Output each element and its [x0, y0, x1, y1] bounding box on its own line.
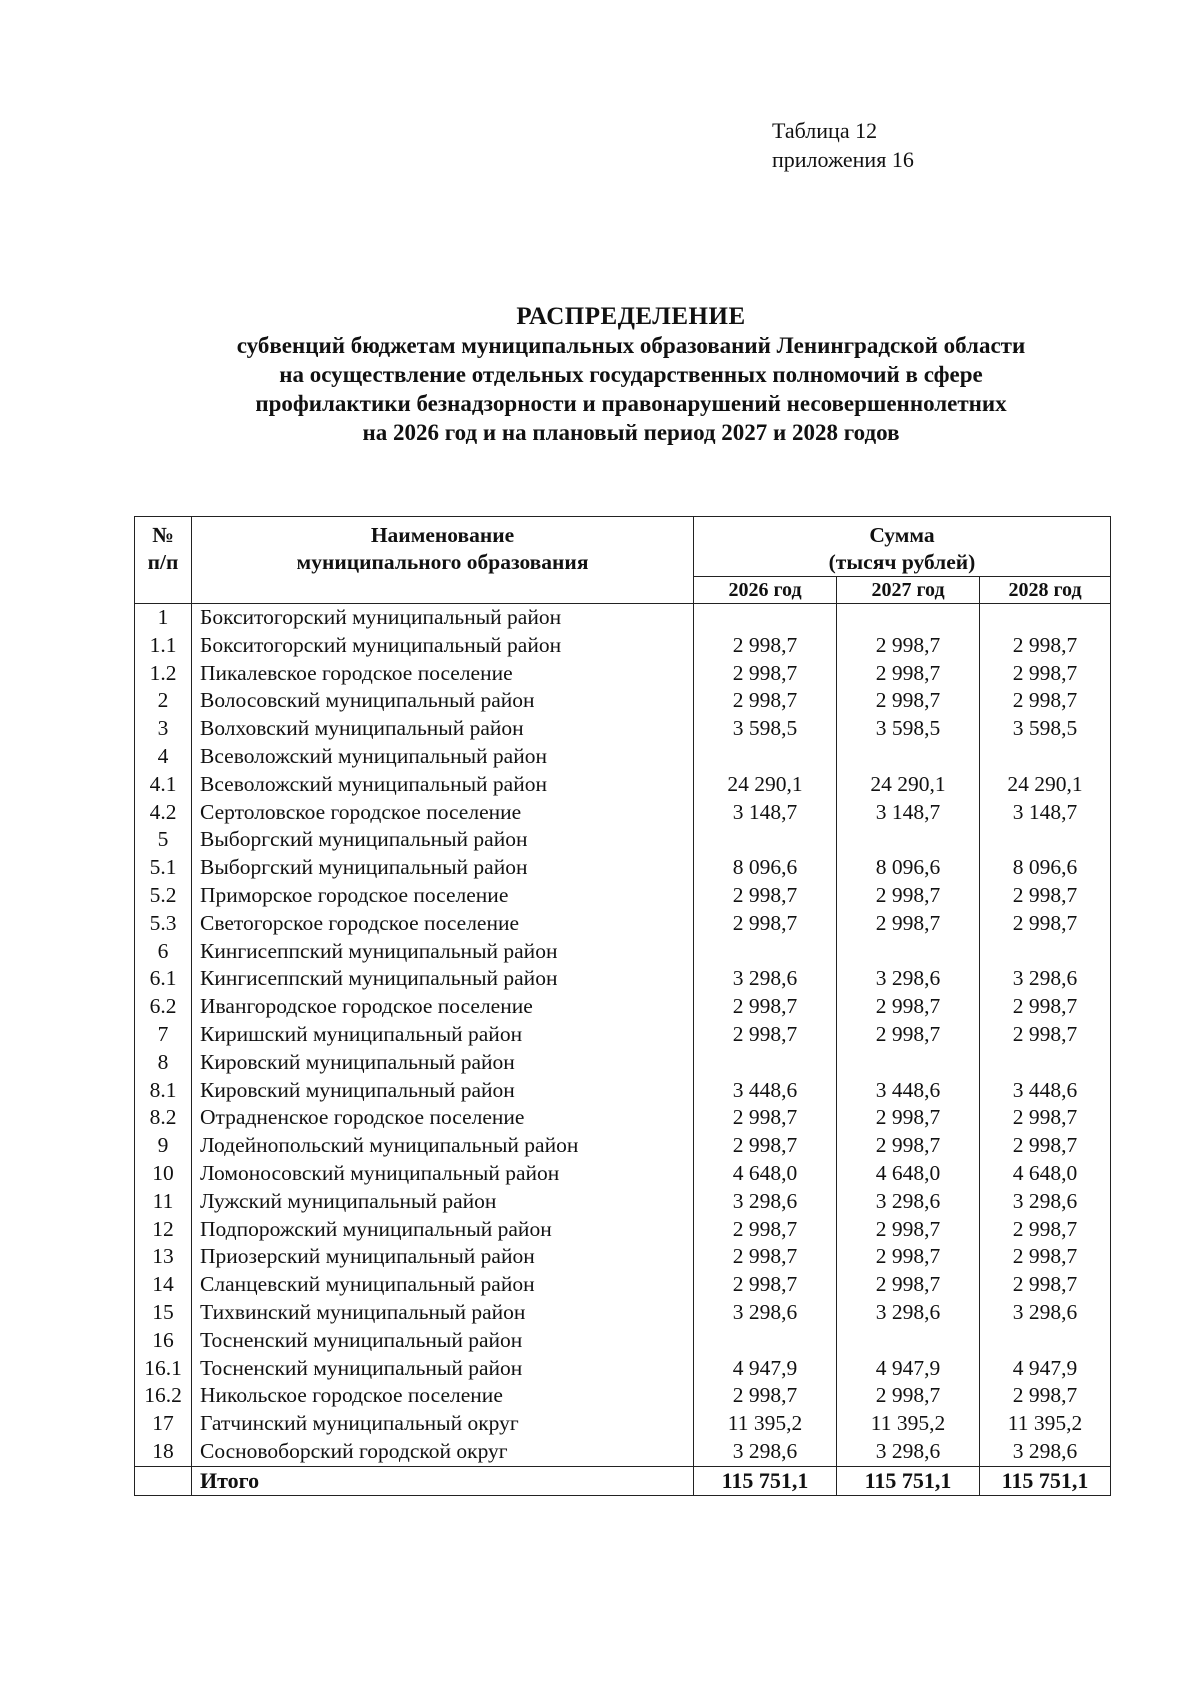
row-value-2026 — [694, 1327, 837, 1355]
row-value-2028: 2 998,7 — [980, 1104, 1111, 1132]
row-value-2027: 2 998,7 — [837, 1243, 980, 1271]
row-number: 11 — [135, 1188, 192, 1216]
table-row — [135, 771, 1111, 799]
row-number: 4 — [135, 743, 192, 771]
row-number: 8.2 — [135, 1104, 192, 1132]
appendix-number: приложения 16 — [772, 147, 914, 172]
row-name: Кингисеппский муниципальный район — [192, 938, 694, 966]
row-value-2027: 3 598,5 — [837, 715, 980, 743]
header-year-2026: 2026 год — [694, 577, 837, 604]
row-value-2027 — [837, 1049, 980, 1077]
title-line-3: профилактики безнадзорности и правонарушений несовершеннолетних — [255, 391, 1007, 416]
row-number: 2 — [135, 687, 192, 715]
row-value-2028: 24 290,1 — [980, 771, 1111, 799]
table-row — [135, 632, 1111, 660]
row-name: Выборгский муниципальный район — [192, 854, 694, 882]
row-value-2028: 11 395,2 — [980, 1410, 1111, 1438]
title-line-4: на 2026 год и на плановый период 2027 и 2028 годов — [362, 420, 900, 445]
row-number: 8 — [135, 1049, 192, 1077]
table-row — [135, 1021, 1111, 1049]
row-value-2027: 2 998,7 — [837, 687, 980, 715]
row-name: Всеволожский муниципальный район — [192, 771, 694, 799]
row-value-2028 — [980, 938, 1111, 966]
row-value-2026 — [694, 826, 837, 854]
row-value-2026: 24 290,1 — [694, 771, 837, 799]
row-value-2028: 2 998,7 — [980, 660, 1111, 688]
header-sum-line2: (тысяч рублей) — [828, 550, 976, 574]
table-row — [135, 993, 1111, 1021]
row-name: Киришский муниципальный район — [192, 1021, 694, 1049]
row-value-2028: 2 998,7 — [980, 632, 1111, 660]
table-row — [135, 882, 1111, 910]
table-row — [135, 1299, 1111, 1327]
row-value-2027: 2 998,7 — [837, 1216, 980, 1244]
row-value-2027 — [837, 938, 980, 966]
row-number: 16.1 — [135, 1355, 192, 1383]
row-value-2027: 2 998,7 — [837, 632, 980, 660]
table-row — [135, 1355, 1111, 1383]
row-number: 9 — [135, 1132, 192, 1160]
row-value-2026: 2 998,7 — [694, 910, 837, 938]
table-row — [135, 854, 1111, 882]
row-value-2026: 2 998,7 — [694, 632, 837, 660]
total-row — [135, 1466, 1111, 1495]
row-value-2027: 2 998,7 — [837, 882, 980, 910]
row-value-2027 — [837, 826, 980, 854]
row-value-2028: 3 298,6 — [980, 1188, 1111, 1216]
row-value-2027 — [837, 743, 980, 771]
row-name: Пикалевское городское поселение — [192, 660, 694, 688]
row-value-2028: 2 998,7 — [980, 1021, 1111, 1049]
row-value-2026: 2 998,7 — [694, 1243, 837, 1271]
row-number: 4.1 — [135, 771, 192, 799]
header-number-line2: п/п — [147, 550, 179, 574]
row-value-2027: 2 998,7 — [837, 1132, 980, 1160]
table-row — [135, 1382, 1111, 1410]
row-value-2026: 3 298,6 — [694, 965, 837, 993]
row-value-2028: 8 096,6 — [980, 854, 1111, 882]
row-number: 5.2 — [135, 882, 192, 910]
row-number: 8.1 — [135, 1077, 192, 1105]
header-year-2028: 2028 год — [980, 577, 1111, 604]
row-value-2028: 2 998,7 — [980, 687, 1111, 715]
row-value-2026: 3 448,6 — [694, 1077, 837, 1105]
row-value-2026: 2 998,7 — [694, 882, 837, 910]
table-row — [135, 1104, 1111, 1132]
row-value-2028: 2 998,7 — [980, 910, 1111, 938]
table-row — [135, 743, 1111, 771]
row-name: Гатчинский муниципальный округ — [192, 1410, 694, 1438]
row-value-2027 — [837, 604, 980, 632]
row-name: Тосненский муниципальный район — [192, 1327, 694, 1355]
document-title — [0, 302, 1200, 447]
row-number: 5.3 — [135, 910, 192, 938]
row-number: 16 — [135, 1327, 192, 1355]
row-number: 17 — [135, 1410, 192, 1438]
row-value-2027: 2 998,7 — [837, 910, 980, 938]
header-sum-line1: Сумма — [869, 523, 935, 547]
row-value-2028: 4 947,9 — [980, 1355, 1111, 1383]
total-value-2028: 115 751,1 — [980, 1466, 1111, 1495]
row-value-2026: 3 298,6 — [694, 1299, 837, 1327]
total-value-2026: 115 751,1 — [694, 1466, 837, 1495]
row-value-2026: 4 947,9 — [694, 1355, 837, 1383]
row-value-2028 — [980, 826, 1111, 854]
table-row — [135, 1438, 1111, 1466]
row-name: Ломоносовский муниципальный район — [192, 1160, 694, 1188]
row-name: Тосненский муниципальный район — [192, 1355, 694, 1383]
row-number: 13 — [135, 1243, 192, 1271]
row-value-2028 — [980, 1327, 1111, 1355]
table-row — [135, 965, 1111, 993]
row-name: Сосновоборский городской округ — [192, 1438, 694, 1466]
row-value-2028: 2 998,7 — [980, 1216, 1111, 1244]
appendix-note — [772, 116, 914, 174]
row-name: Кингисеппский муниципальный район — [192, 965, 694, 993]
header-number-line1: № — [152, 523, 174, 547]
row-number: 15 — [135, 1299, 192, 1327]
row-name: Кировский муниципальный район — [192, 1077, 694, 1105]
table-row — [135, 826, 1111, 854]
row-value-2027: 3 298,6 — [837, 1438, 980, 1466]
row-name: Всеволожский муниципальный район — [192, 743, 694, 771]
row-number: 3 — [135, 715, 192, 743]
header-sum — [694, 517, 1111, 577]
table-row — [135, 1327, 1111, 1355]
row-name: Волховский муниципальный район — [192, 715, 694, 743]
row-value-2026 — [694, 604, 837, 632]
row-value-2028: 2 998,7 — [980, 882, 1111, 910]
row-value-2027: 4 947,9 — [837, 1355, 980, 1383]
table-row — [135, 799, 1111, 827]
header-name-line1: Наименование — [370, 523, 515, 547]
table-row — [135, 1271, 1111, 1299]
row-number: 18 — [135, 1438, 192, 1466]
table-row — [135, 660, 1111, 688]
row-value-2028: 2 998,7 — [980, 993, 1111, 1021]
row-value-2028: 3 298,6 — [980, 1438, 1111, 1466]
table-row — [135, 1216, 1111, 1244]
row-name: Сланцевский муниципальный район — [192, 1271, 694, 1299]
row-value-2028: 2 998,7 — [980, 1132, 1111, 1160]
row-value-2026: 2 998,7 — [694, 1104, 837, 1132]
row-value-2026 — [694, 743, 837, 771]
row-value-2028: 3 298,6 — [980, 1299, 1111, 1327]
row-name: Ивангородское городское поселение — [192, 993, 694, 1021]
row-name: Отрадненское городское поселение — [192, 1104, 694, 1132]
row-value-2026: 2 998,7 — [694, 1132, 837, 1160]
row-name: Светогорское городское поселение — [192, 910, 694, 938]
distribution-table — [134, 516, 1111, 1496]
row-value-2026: 2 998,7 — [694, 1271, 837, 1299]
row-value-2028: 3 148,7 — [980, 799, 1111, 827]
table-row — [135, 1132, 1111, 1160]
row-value-2028: 3 448,6 — [980, 1077, 1111, 1105]
header-year-2027: 2027 год — [837, 577, 980, 604]
row-name: Приморское городское поселение — [192, 882, 694, 910]
table-row — [135, 1188, 1111, 1216]
total-number — [135, 1466, 192, 1495]
table-row — [135, 715, 1111, 743]
row-value-2027: 3 448,6 — [837, 1077, 980, 1105]
row-value-2027: 11 395,2 — [837, 1410, 980, 1438]
row-name: Бокситогорский муниципальный район — [192, 632, 694, 660]
row-name: Лужский муниципальный район — [192, 1188, 694, 1216]
row-name: Выборгский муниципальный район — [192, 826, 694, 854]
row-number: 10 — [135, 1160, 192, 1188]
table-row — [135, 1410, 1111, 1438]
row-name: Волосовский муниципальный район — [192, 687, 694, 715]
row-value-2027: 3 298,6 — [837, 1299, 980, 1327]
row-value-2027: 2 998,7 — [837, 1382, 980, 1410]
row-value-2027: 3 298,6 — [837, 1188, 980, 1216]
row-value-2026: 2 998,7 — [694, 1216, 837, 1244]
row-value-2027: 8 096,6 — [837, 854, 980, 882]
row-number: 16.2 — [135, 1382, 192, 1410]
row-value-2026: 2 998,7 — [694, 660, 837, 688]
row-value-2026 — [694, 938, 837, 966]
row-name: Сертоловское городское поселение — [192, 799, 694, 827]
row-name: Тихвинский муниципальный район — [192, 1299, 694, 1327]
table-row — [135, 910, 1111, 938]
row-value-2028: 2 998,7 — [980, 1271, 1111, 1299]
total-value-2027: 115 751,1 — [837, 1466, 980, 1495]
row-number: 6 — [135, 938, 192, 966]
row-value-2026: 2 998,7 — [694, 1021, 837, 1049]
row-name: Подпорожский муниципальный район — [192, 1216, 694, 1244]
table-number: Таблица 12 — [772, 118, 878, 143]
table-row — [135, 1049, 1111, 1077]
row-value-2028: 3 298,6 — [980, 965, 1111, 993]
row-value-2026: 2 998,7 — [694, 687, 837, 715]
row-value-2026: 3 148,7 — [694, 799, 837, 827]
row-name: Лодейнопольский муниципальный район — [192, 1132, 694, 1160]
row-value-2026: 3 298,6 — [694, 1188, 837, 1216]
row-value-2028 — [980, 1049, 1111, 1077]
row-value-2027: 4 648,0 — [837, 1160, 980, 1188]
row-number: 14 — [135, 1271, 192, 1299]
row-number: 12 — [135, 1216, 192, 1244]
row-value-2028: 2 998,7 — [980, 1382, 1111, 1410]
row-value-2027: 2 998,7 — [837, 1271, 980, 1299]
row-value-2026: 8 096,6 — [694, 854, 837, 882]
row-value-2026 — [694, 1049, 837, 1077]
table-row — [135, 1160, 1111, 1188]
row-value-2028: 3 598,5 — [980, 715, 1111, 743]
row-value-2028 — [980, 604, 1111, 632]
row-number: 1.2 — [135, 660, 192, 688]
row-number: 1.1 — [135, 632, 192, 660]
title-line-1: субвенций бюджетам муниципальных образований Ленинградской области — [236, 333, 1026, 358]
row-value-2027: 2 998,7 — [837, 1104, 980, 1132]
row-value-2026: 2 998,7 — [694, 993, 837, 1021]
row-number: 1 — [135, 604, 192, 632]
row-value-2027: 2 998,7 — [837, 1021, 980, 1049]
row-value-2026: 2 998,7 — [694, 1382, 837, 1410]
table-row — [135, 604, 1111, 632]
total-label: Итого — [192, 1466, 694, 1495]
row-value-2026: 3 598,5 — [694, 715, 837, 743]
row-value-2027: 3 298,6 — [837, 965, 980, 993]
row-value-2026: 4 648,0 — [694, 1160, 837, 1188]
row-name: Приозерский муниципальный район — [192, 1243, 694, 1271]
row-value-2026: 11 395,2 — [694, 1410, 837, 1438]
title-main: РАСПРЕДЕЛЕНИЕ — [516, 303, 746, 330]
row-value-2027: 2 998,7 — [837, 993, 980, 1021]
header-name — [192, 517, 694, 604]
row-number: 5 — [135, 826, 192, 854]
header-number — [135, 517, 192, 604]
row-value-2028 — [980, 743, 1111, 771]
header-name-line2: муниципального образования — [296, 550, 589, 574]
row-value-2026: 3 298,6 — [694, 1438, 837, 1466]
table-body — [135, 604, 1111, 1496]
row-number: 4.2 — [135, 799, 192, 827]
table-row — [135, 1077, 1111, 1105]
row-value-2027: 2 998,7 — [837, 660, 980, 688]
table-row — [135, 1243, 1111, 1271]
table-row — [135, 938, 1111, 966]
row-value-2027 — [837, 1327, 980, 1355]
row-number: 5.1 — [135, 854, 192, 882]
row-value-2028: 4 648,0 — [980, 1160, 1111, 1188]
title-line-2: на осуществление отдельных государственных полномочий в сфере — [279, 362, 983, 387]
row-name: Бокситогорский муниципальный район — [192, 604, 694, 632]
row-number: 6.1 — [135, 965, 192, 993]
table-row — [135, 687, 1111, 715]
row-number: 7 — [135, 1021, 192, 1049]
row-value-2027: 3 148,7 — [837, 799, 980, 827]
row-value-2027: 24 290,1 — [837, 771, 980, 799]
row-number: 6.2 — [135, 993, 192, 1021]
row-name: Никольское городское поселение — [192, 1382, 694, 1410]
row-name: Кировский муниципальный район — [192, 1049, 694, 1077]
row-value-2028: 2 998,7 — [980, 1243, 1111, 1271]
